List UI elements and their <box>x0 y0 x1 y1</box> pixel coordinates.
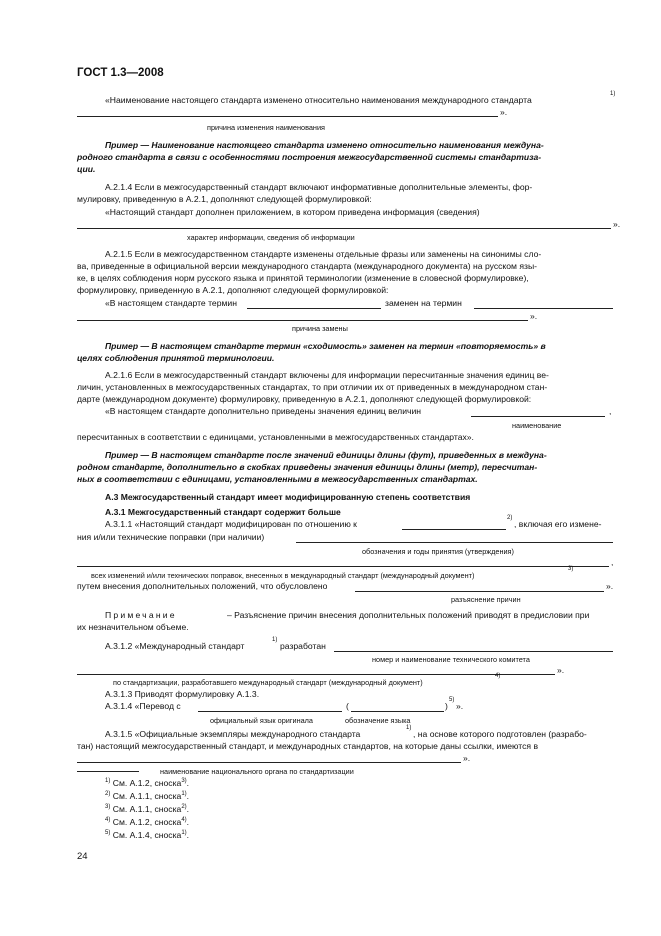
field-caption: всех изменений и/или технических поправок, внесенных в международный стандарт (международный документ) <box>91 571 475 580</box>
paragraph-line: ». <box>557 665 565 675</box>
paragraph-line: ». <box>606 581 614 591</box>
paragraph-line: «В настоящем стандарте термин <box>105 298 237 308</box>
fill-in-line <box>77 566 609 567</box>
paragraph-line: личин, установленных в межгосударственных стандартах, то при отличии их от приведенных в международном стан- <box>77 382 548 392</box>
footnote: $^{2)}$ См. А.1.1, сноска$^{1)}$. <box>105 791 190 801</box>
paragraph-line: , включая его измене- <box>514 519 602 529</box>
paragraph-line: путем внесения дополнительных положений, что обусловлено <box>77 581 328 591</box>
paragraph-line: ва, приведенные в официальной версии международного стандарта (международного документа) на русском язы- <box>77 261 537 271</box>
note-line: их незначительном объеме. <box>77 622 189 632</box>
paragraph-line: «В настоящем стандарте дополнительно приведены значения единиц величин <box>105 406 422 416</box>
paragraph-line: тан) настоящий межгосударственный стандарт, и международных стандартов, на которые даны ссылки, имеются в <box>77 741 539 751</box>
fill-in-line <box>77 762 461 763</box>
paragraph-line: ) <box>445 701 448 711</box>
fill-in-line <box>77 116 498 117</box>
paragraph-line: «Наименование настоящего стандарта изменено относительно наименования международного стандарта <box>105 95 532 105</box>
fill-in-line <box>198 711 342 712</box>
field-caption: официальный язык оригинала <box>210 716 313 725</box>
paragraph-line: ». <box>530 311 538 321</box>
fill-in-line <box>296 542 613 543</box>
fill-in-line <box>77 228 611 229</box>
field-caption: разъяснение причин <box>451 595 521 604</box>
paragraph-line: ния и/или технические поправки (при наличии) <box>77 532 265 542</box>
field-caption: обозначение языка <box>345 716 411 725</box>
note-line: – Разъяснение причин внесения дополнительных положений приводят в предисловии при <box>227 610 590 620</box>
paragraph-line: А.2.1.5 Если в межгосударственном стандарте изменены отдельные фразы или заменены на синонимы сло- <box>105 249 542 259</box>
paragraph-line: , <box>611 557 614 567</box>
fill-in-line <box>77 320 528 321</box>
footnote: $^{1)}$ См. А.1.2, сноска$^{3)}$. <box>105 778 190 788</box>
example-line: целях соблюдения принятой терминологии. <box>77 353 275 363</box>
fill-in-line <box>355 591 604 592</box>
paragraph-line: ». <box>456 701 464 711</box>
example-line: ции. <box>77 164 96 174</box>
paragraph-line: ( <box>346 701 349 711</box>
paragraph-line: , на основе которого подготовлен (разрабо- <box>413 729 587 739</box>
footnote-separator <box>77 771 139 772</box>
field-caption: причина замены <box>292 324 348 333</box>
field-caption: по стандартизации, разработавшего международный стандарт (международный документ) <box>113 678 423 687</box>
paragraph-line: А.3.1.3 Приводят формулировку А.1.3. <box>105 689 260 699</box>
footnote-ref: 2) <box>507 515 513 521</box>
fill-in-line <box>471 416 605 417</box>
note-label: Примечание <box>105 610 177 620</box>
fill-in-line <box>351 711 444 712</box>
footnote-ref: 3) <box>568 566 574 572</box>
footnote-ref: 4) <box>495 673 501 679</box>
example-line: ных в соответствии с единицами, установленными в межгосударственных стандартах. <box>77 474 478 484</box>
footnote: $^{5)}$ См. А.1.4, сноска$^{1)}$. <box>105 830 190 840</box>
field-caption: обозначения и годы принятия (утверждения) <box>362 547 514 556</box>
footnote-ref: 1) <box>406 725 412 731</box>
paragraph-line: ». <box>613 219 621 229</box>
fill-in-line <box>402 529 506 530</box>
paragraph-line: А.2.1.6 Если в межгосударственный стандарт включены для информации пересчитанные значения единиц ве- <box>105 370 549 380</box>
section-heading: А.3 Межгосударственный стандарт имеет модифицированную степень соответствия <box>105 492 471 502</box>
footnote-ref: 1) <box>610 91 616 97</box>
field-caption: наименование национального органа по стандартизации <box>160 767 354 776</box>
example-line: родном стандарте, дополнительно в скобках приведены значения единицы длины (метр), пересчитан- <box>77 462 538 472</box>
paragraph-line: А.3.1.5 «Официальные экземпляры международного стандарта <box>105 729 361 739</box>
paragraph-line: ». <box>463 753 471 763</box>
footnote: $^{4)}$ См. А.1.2, сноска$^{4)}$. <box>105 817 190 827</box>
field-caption: характер информации, сведения об информации <box>187 233 355 242</box>
paragraph-line: А.3.1.4 «Перевод с <box>105 701 181 711</box>
paragraph-line: пересчитанных в соответствии с единицами, установленными в межгосударственных стандартах». <box>77 432 474 442</box>
paragraph-line: А.2.1.4 Если в межгосударственный стандарт включают информативные дополнительные элементы, фор- <box>105 182 533 192</box>
example-line: Пример — В настоящем стандарте после значений единицы длины (фут), приведенных в междуна- <box>105 450 547 460</box>
fill-in-line <box>247 308 381 309</box>
field-caption: причина изменения наименования <box>207 123 325 132</box>
field-caption: наименование <box>512 421 562 430</box>
fill-in-line <box>77 674 555 675</box>
paragraph-line: , <box>609 406 612 416</box>
paragraph-line: разработан <box>280 641 326 651</box>
fill-in-line <box>334 651 613 652</box>
footnote-ref: 1) <box>272 637 278 643</box>
paragraph-line: формулировку, приведенную в А.2.1, дополняют следующей формулировкой: <box>77 285 389 295</box>
paragraph-line: мулировку, приведенную в А.2.1, дополняют следующей формулировкой: <box>77 194 372 204</box>
paragraph-line: А.3.1.1 «Настоящий стандарт модифицирован по отношению к <box>105 519 357 529</box>
page-number: 24 <box>77 851 88 862</box>
fill-in-line <box>474 308 613 309</box>
paragraph-line: «Настоящий стандарт дополнен приложением, в котором приведена информация (сведения) <box>105 207 480 217</box>
paragraph-line: ке, в целях соблюдения норм русского языка и принятой терминологии (изменение в словесной формулировке), <box>77 273 529 283</box>
paragraph-line: А.3.1.2 «Международный стандарт <box>105 641 245 651</box>
paragraph-line: заменен на термин <box>385 298 462 308</box>
example-line: Пример — Наименование настоящего стандарта изменено относительно наименования междуна- <box>105 140 544 150</box>
footnote-ref: 5) <box>449 697 455 703</box>
subsection-heading: А.3.1 Межгосударственный стандарт содержит больше <box>105 507 341 517</box>
example-line: родного стандарта в связи с особенностями построения межгосударственной системы стандартиза- <box>77 152 542 162</box>
footnote: $^{3)}$ См. А.1.1, сноска$^{2)}$. <box>105 804 190 814</box>
example-line: Пример — В настоящем стандарте термин «сходимость» заменен на термин «повторяемость» в <box>105 341 546 351</box>
field-caption: номер и наименование технического комитета <box>372 655 530 664</box>
paragraph-line: ». <box>500 107 508 117</box>
paragraph-line: дарте (международном документе) формулировку, приведенную в А.2.1, дополняют следующей формулировкой: <box>77 394 532 404</box>
page-header: ГОСТ 1.3—2008 <box>77 67 164 79</box>
